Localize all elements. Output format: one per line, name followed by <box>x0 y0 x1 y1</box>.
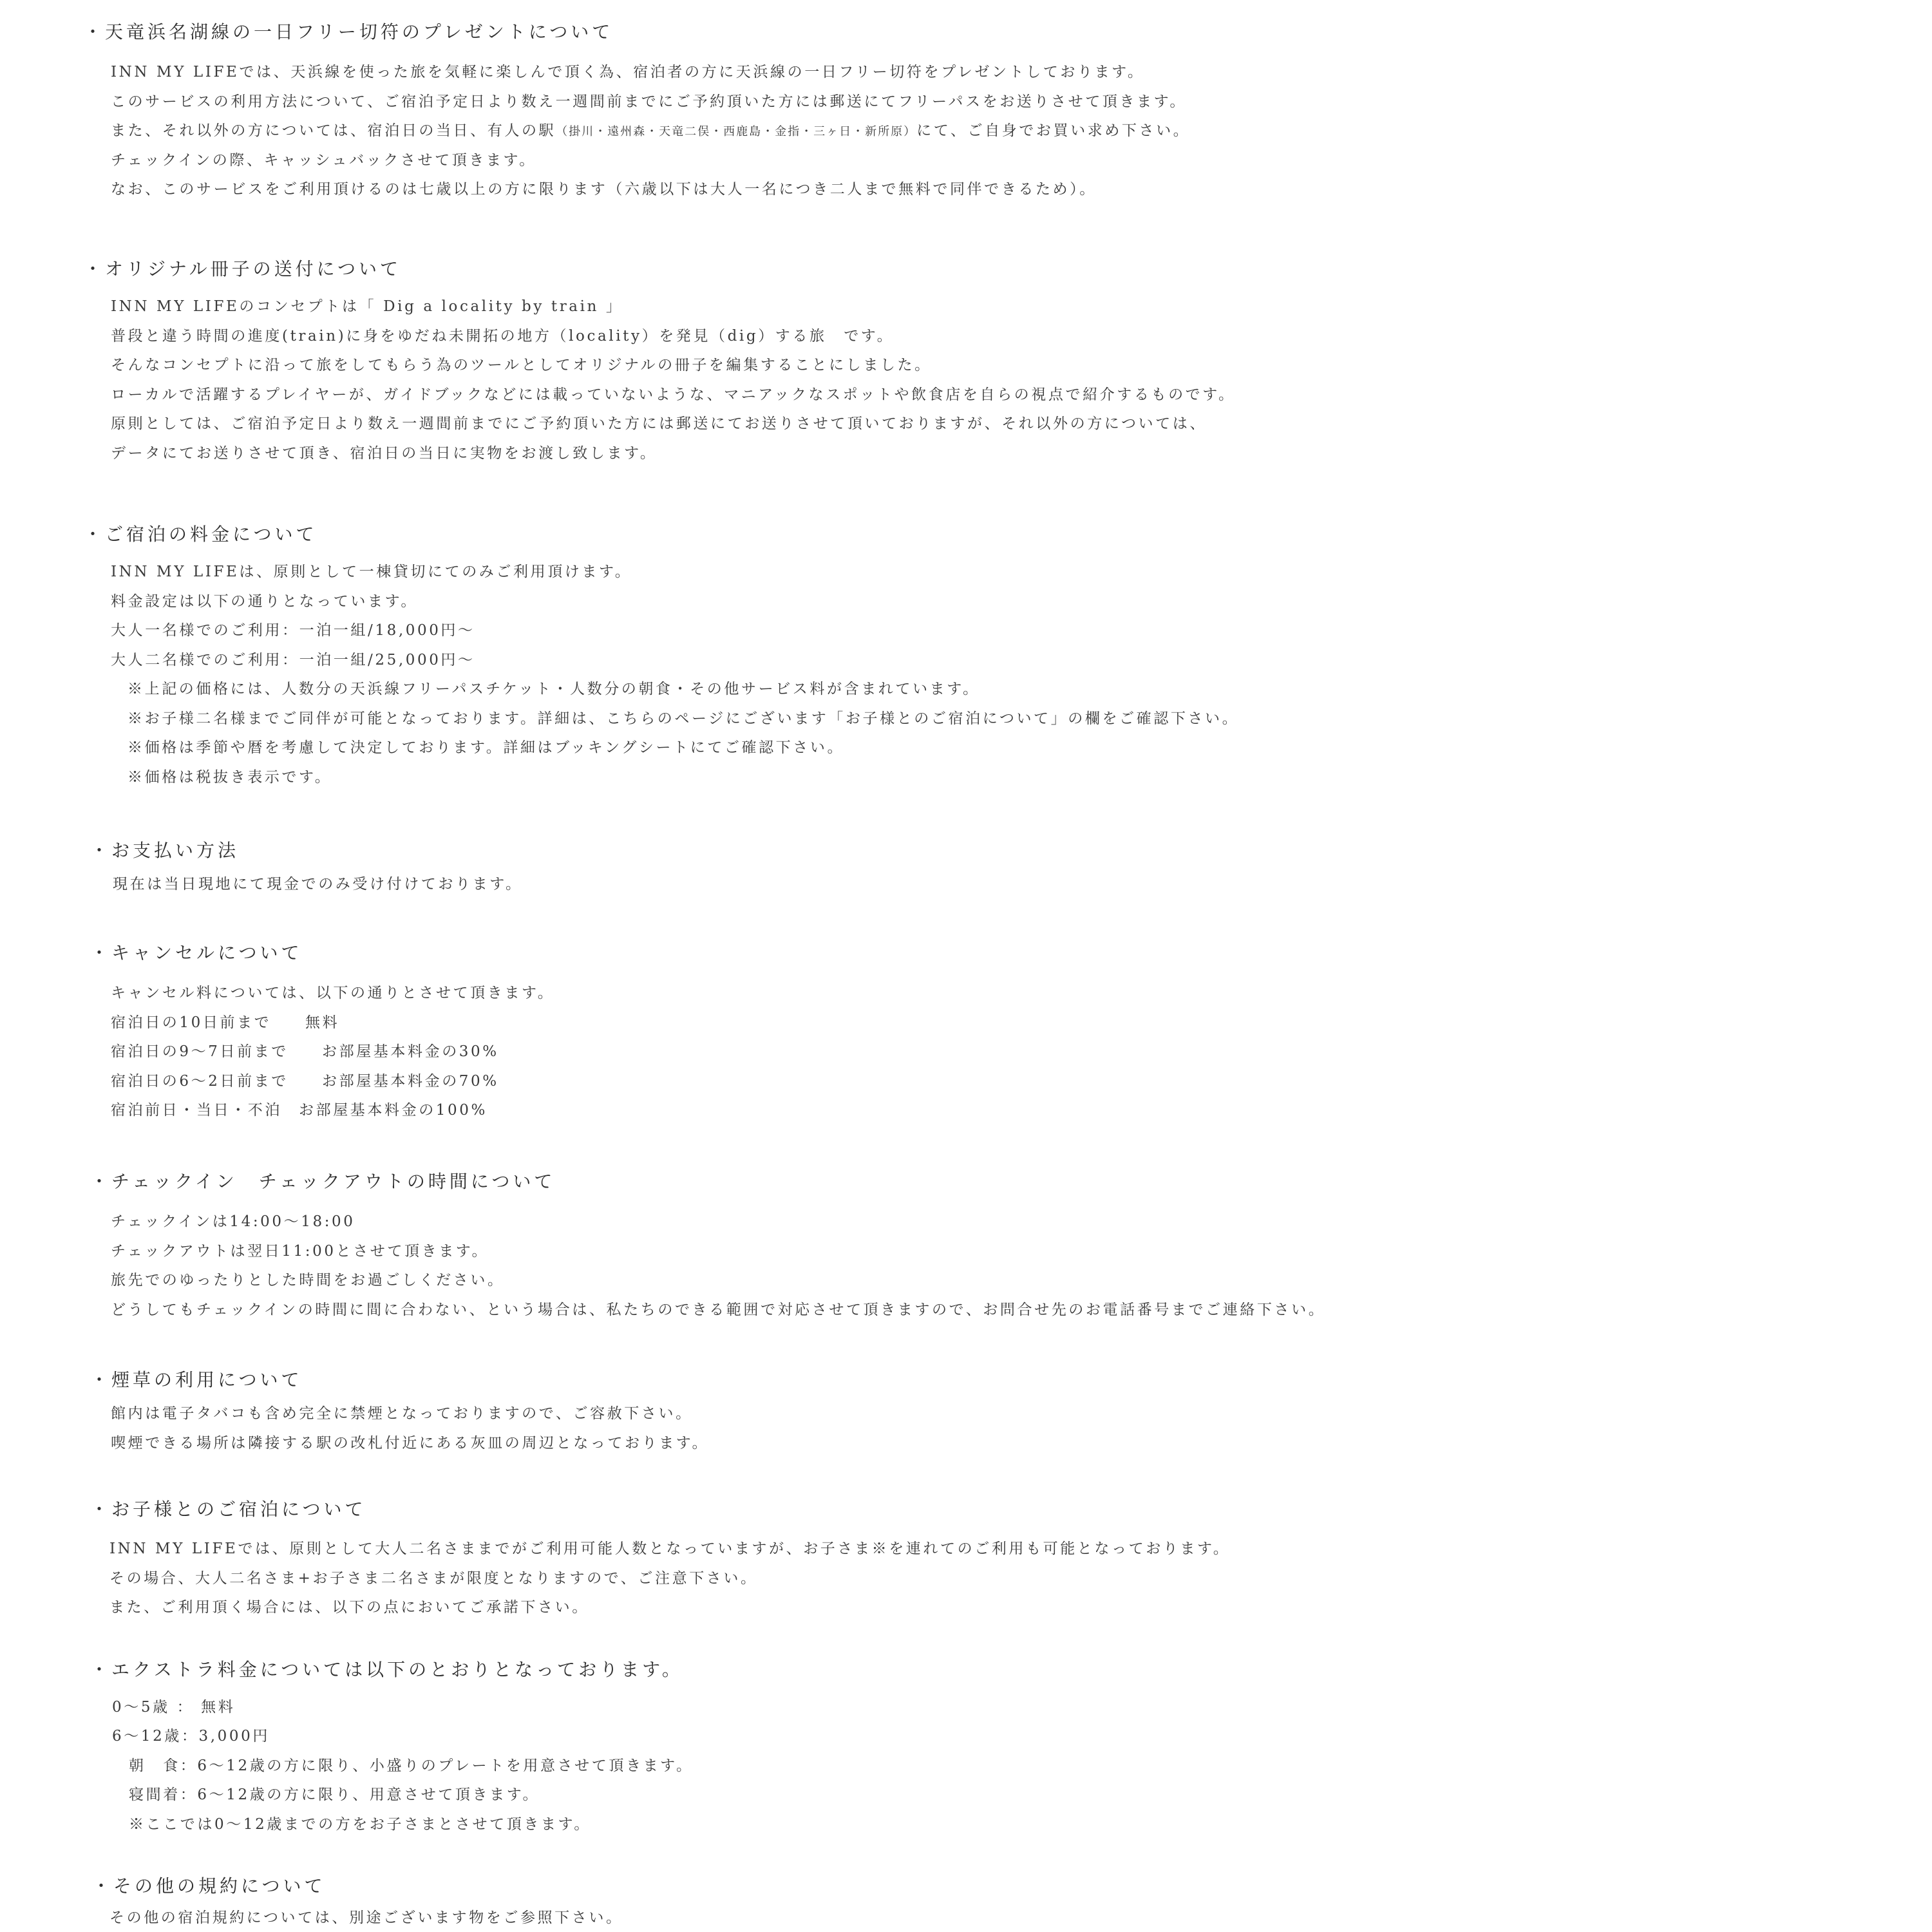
note-line: ※価格は税抜き表示です。 <box>128 769 332 786</box>
text-line: チェックインは14:00～18:00 <box>111 1213 355 1230</box>
price-line: 大人一名様でのご利用：一泊一組/18,000円～ <box>111 622 475 639</box>
cancel-fee: お部屋基本料金の30% <box>322 1043 499 1060</box>
text-line: チェックアウトは翌日11:00とさせて頂きます。 <box>111 1243 489 1260</box>
text-line: 館内は電子タバコも含め完全に禁煙となっておりますので、ご容赦下さい。 <box>111 1405 693 1422</box>
text-line: その場合、大人二名さま+お子さま二名さまが限度となりますので、ご注意下さい。 <box>109 1570 758 1587</box>
text-line: INN MY LIFEは、原則として一棟貸切にてのみご利用頂けます。 <box>111 564 632 580</box>
section-heading: ・お支払い方法 <box>90 840 240 861</box>
price-line: 大人二名様でのご利用：一泊一組/25,000円～ <box>111 652 475 668</box>
section-heading: ・キャンセルについて <box>90 942 303 963</box>
cancel-term: 宿泊前日・当日・不泊 <box>111 1102 282 1119</box>
text-line: 普段と違う時間の進度(train)に身をゆだね未開拓の地方（locality）を発見（dig）する旅 です。 <box>111 328 895 345</box>
station-list: （掛川・遠州森・天竜二俣・西鹿島・金指・三ヶ日・新所原） <box>556 125 917 138</box>
text-line-part: にて、ご自身でお買い求め下さい。 <box>916 122 1191 139</box>
cancel-fee: お部屋基本料金の70% <box>322 1073 499 1090</box>
section-heading: ・その他の規約について <box>92 1875 326 1897</box>
note-line: ※価格は季節や暦を考慮して決定しております。詳細はブッキングシートにてご確認下さい。 <box>128 739 845 756</box>
text-line: 旅先でのゆったりとした時間をお過ごしください。 <box>111 1272 505 1289</box>
text-line: どうしてもチェックインの時間に間に合わない、という場合は、私たちのできる範囲で対応させて頂きますので、お問合せ先のお電話番号までご連絡下さい。 <box>111 1302 1326 1318</box>
text-line: その他の宿泊規約については、別途ございます物をご参照下さい。 <box>109 1909 623 1926</box>
text-line: ローカルで活躍するプレイヤーが、ガイドブックなどには載っていないような、マニアックなスポットや飲食店を自らの視点で紹介するものです。 <box>111 386 1236 403</box>
text-line-part: また、それ以外の方については、宿泊日の当日、有人の駅 <box>111 122 556 139</box>
text-line: データにてお送りさせて頂き、宿泊日の当日に実物をお渡し致します。 <box>111 445 658 462</box>
text-line: そんなコンセプトに沿って旅をしてもらう為のツールとしてオリジナルの冊子を編集することにしました。 <box>111 357 932 374</box>
note-line: 朝 食：6～12歳の方に限り、小盛りのプレートを用意させて頂きます。 <box>129 1757 694 1774</box>
note-line: ※上記の価格には、人数分の天浜線フリーパスチケット・人数分の朝食・その他サービス料が含まれています。 <box>128 681 980 697</box>
note-line: ※お子様二名様までご同伴が可能となっております。詳細は、こちらのページにございます「お子様とのご宿泊について」の欄をご確認下さい。 <box>128 710 1240 727</box>
cancel-fee: お部屋基本料金の100% <box>299 1102 488 1119</box>
section-heading: ・オリジナル冊子の送付について <box>84 258 402 279</box>
section-heading: ・煙草の利用について <box>90 1369 303 1390</box>
text-line: なお、このサービスをご利用頂けるのは七歳以上の方に限ります（六歳以下は大人一名につき二人まで無料で同伴できるため）。 <box>111 181 1097 198</box>
cancel-fee: 無料 <box>305 1014 340 1031</box>
section-heading: ・お子様とのご宿泊について <box>90 1499 366 1520</box>
text-line: 料金設定は以下の通りとなっています。 <box>111 593 418 610</box>
cancel-term: 宿泊日の9～7日前まで <box>111 1043 289 1060</box>
text-line: このサービスの利用方法について、ご宿泊予定日より数え一週間前までにご予約頂いた方には郵送にてフリーパスをお送りさせて頂きます。 <box>111 93 1187 110</box>
text-line: また、ご利用頂く場合には、以下の点においてご承諾下さい。 <box>109 1599 589 1616</box>
text-line: チェックインの際、キャッシュバックさせて頂きます。 <box>111 152 536 169</box>
text-line: 0～5歳 ： 無料 <box>112 1699 236 1716</box>
text-line: キャンセル料については、以下の通りとさせて頂きます。 <box>111 985 555 1001</box>
section-heading: ・天竜浜名湖線の一日フリー切符のプレゼントについて <box>84 21 614 43</box>
text-line: INN MY LIFEでは、原則として大人二名さままでがご利用可能人数となっていますが、お子さま※を連れてのご利用も可能となっております。 <box>109 1540 1231 1557</box>
cancel-term: 宿泊日の10日前まで <box>111 1014 272 1031</box>
cancel-term: 宿泊日の6～2日前まで <box>111 1073 289 1090</box>
text-line: INN MY LIFEのコンセプトは「 Dig a locality by train 」 <box>111 298 623 315</box>
section-heading: ・ご宿泊の料金について <box>84 524 317 545</box>
section-heading: ・エクストラ料金については以下のとおりとなっております。 <box>90 1659 683 1680</box>
text-line: 現在は当日現地にて現金でのみ受け付けております。 <box>113 876 523 893</box>
text-line <box>111 121 1190 142</box>
note-line: 寝間着：6～12歳の方に限り、用意させて頂きます。 <box>129 1786 540 1803</box>
note-line: ※ここでは0～12歳までの方をお子さまとさせて頂きます。 <box>129 1816 591 1833</box>
text-line: INN MY LIFEでは、天浜線を使った旅を気軽に楽しんで頂く為、宿泊者の方に天浜線の一日フリー切符をプレゼントしております。 <box>111 64 1145 80</box>
text-line: 喫煙できる場所は隣接する駅の改札付近にある灰皿の周辺となっております。 <box>111 1435 710 1452</box>
section-heading: ・チェックイン チェックアウトの時間について <box>90 1171 556 1192</box>
text-line: 6～12歳：3,000円 <box>112 1728 270 1745</box>
text-line: 原則としては、ご宿泊予定日より数え一週間前までにご予約頂いた方には郵送にてお送りさせて頂いておりますが、それ以外の方については、 <box>111 415 1207 432</box>
